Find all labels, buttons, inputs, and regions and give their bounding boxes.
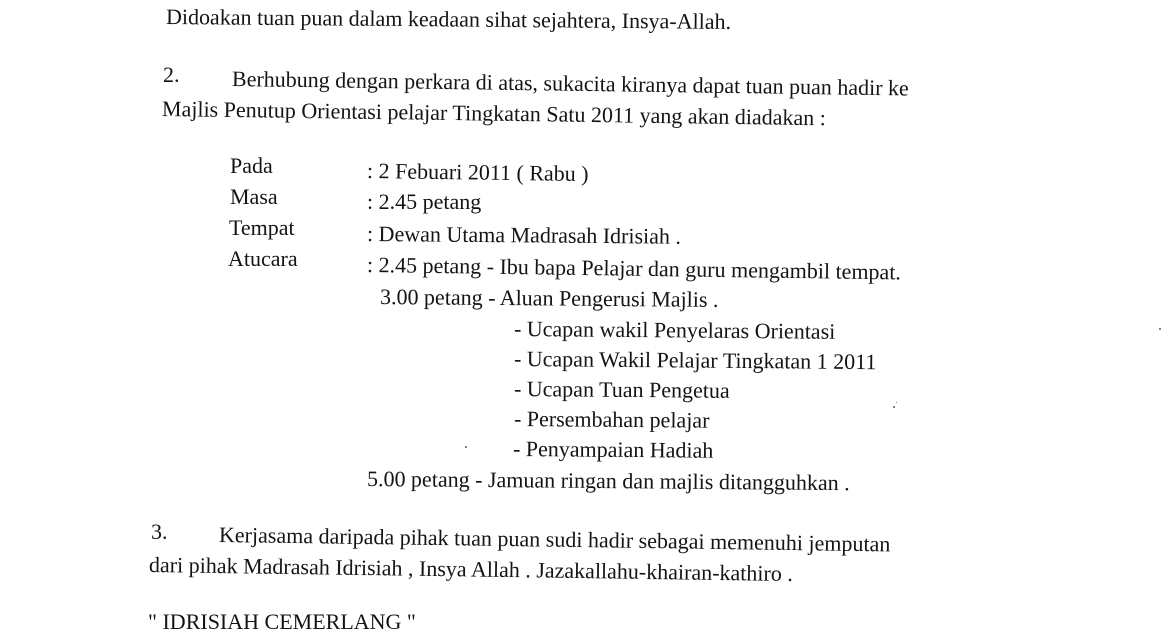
para2-line2: Majlis Penutup Orientasi pelajar Tingkatan Satu 2011 yang akan diadakan : <box>161 96 827 131</box>
detail-value-programme: : 2.45 petang - Ibu bapa Pelajar dan guru mengambil tempat. <box>366 252 902 285</box>
detail-value-venue: : Dewan Utama Madrasah Idrisiah . <box>366 221 682 249</box>
scan-speck <box>896 402 897 403</box>
detail-label-programme: Atucara <box>228 246 298 271</box>
programme-item: - Persembahan pelajar <box>513 406 710 433</box>
programme-item: - Ucapan Tuan Pengetua <box>513 376 730 403</box>
detail-label-date: Pada <box>230 153 273 178</box>
para3-line2: dari pihak Madrasah Idrisiah , Insya Allah . Jazakallahu-khairan-kathiro . <box>148 552 794 586</box>
detail-label-venue: Tempat <box>229 215 295 240</box>
scan-speck <box>1159 328 1161 330</box>
programme-slot-500: 5.00 petang - Jamuan ringan dan majlis ditangguhkan . <box>366 466 850 496</box>
scan-speck <box>893 406 895 408</box>
programme-item: - Ucapan Wakil Pelajar Tingkatan 1 2011 <box>513 346 877 375</box>
para3-number: 3. <box>151 519 168 544</box>
scan-speck <box>465 446 467 448</box>
school-motto: " IDRISIAH CEMERLANG " <box>148 609 416 630</box>
detail-value-date: : 2 Febuari 2011 ( Rabu ) <box>366 158 589 187</box>
greeting-line: Didoakan tuan puan dalam keadaan sihat sejahtera, Insya-Allah. <box>165 4 732 34</box>
para3-line1: Kerjasama daripada pihak tuan puan sudi hadir sebagai memenuhi jemputan <box>218 522 891 557</box>
detail-value-time: : 2.45 petang <box>367 189 482 214</box>
programme-item: - Ucapan wakil Penyelaras Orientasi <box>513 316 836 344</box>
programme-slot-300: 3.00 petang - Aluan Pengerusi Majlis . <box>379 284 719 312</box>
detail-label-time: Masa <box>230 184 278 209</box>
para2-line1: Berhubung dengan perkara di atas, sukacita kiranya dapat tuan puan hadir ke <box>231 66 909 101</box>
para2-number: 2. <box>163 62 180 87</box>
programme-item: - Penyampaian Hadiah <box>512 436 714 463</box>
